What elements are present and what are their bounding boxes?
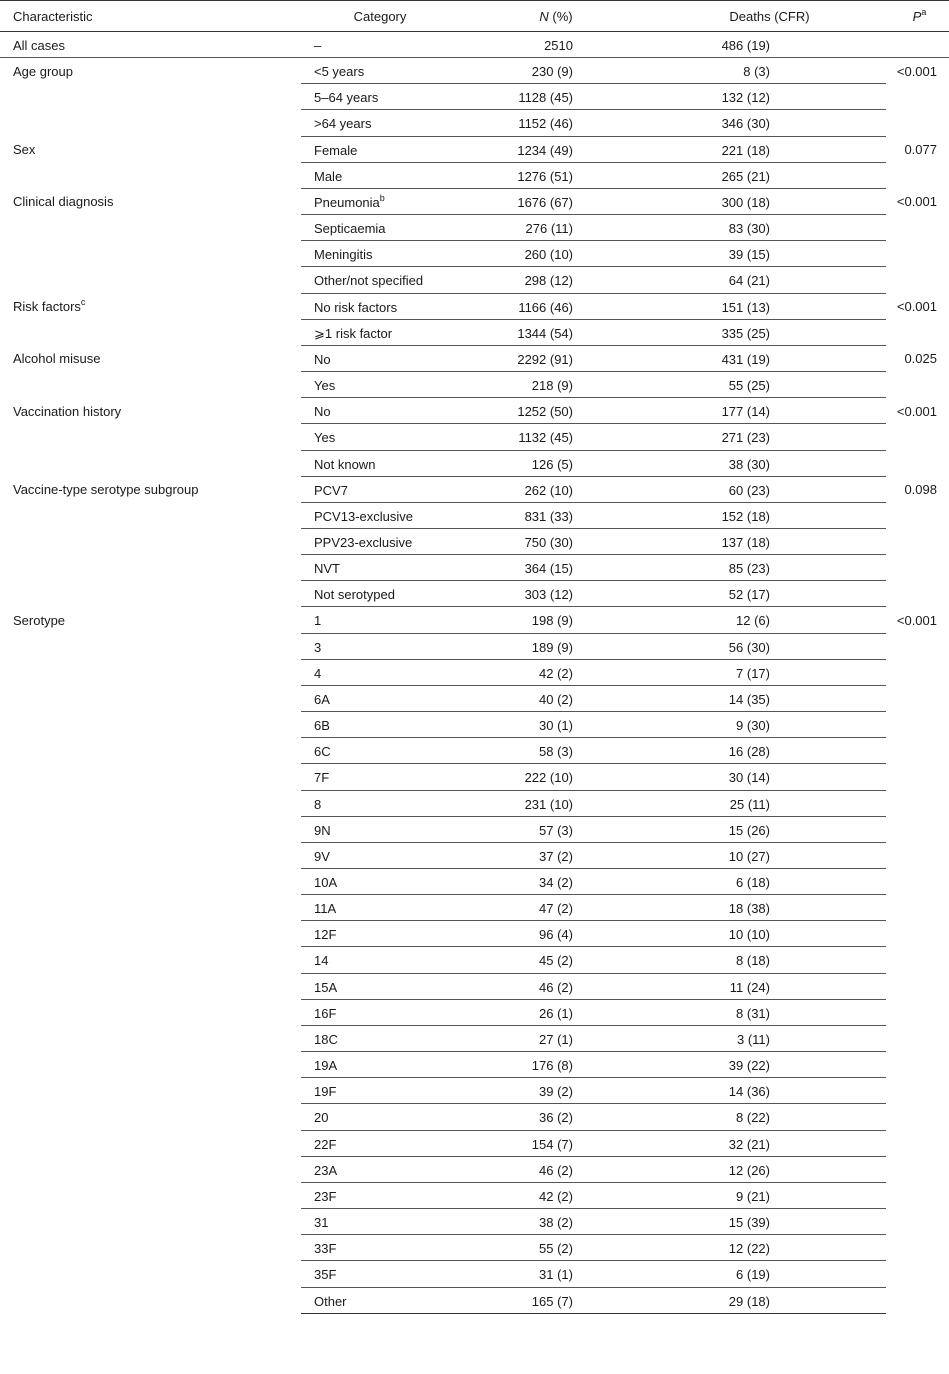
deaths-cell: 85 (23) (653, 555, 886, 581)
n-cell: 45 (2) (459, 947, 653, 973)
n-cell: 750 (30) (459, 528, 653, 554)
category-label: Yes (314, 378, 336, 394)
category-cell (301, 973, 459, 999)
n-cell: 218 (9) (459, 372, 653, 398)
deaths-cell: 29 (18) (653, 1287, 886, 1313)
category-cell (301, 869, 459, 895)
category-cell (301, 32, 459, 58)
header-p (886, 1, 949, 32)
n-cell: 154 (7) (459, 1130, 653, 1156)
category-label: >64 years (314, 116, 372, 132)
characteristic-label: All cases (13, 38, 66, 53)
deaths-cell: 14 (36) (653, 1078, 886, 1104)
n-cell: 165 (7) (459, 1287, 653, 1313)
deaths-cell: 39 (22) (653, 1052, 886, 1078)
category-cell (301, 1130, 459, 1156)
characteristic-cell (0, 32, 301, 58)
header-category: Category (301, 1, 459, 32)
category-cell (301, 685, 459, 711)
table-row (0, 136, 949, 162)
category-cell (301, 1209, 459, 1235)
table-row (0, 476, 949, 502)
category-label: ⩾1 risk factor (314, 325, 393, 341)
category-cell (301, 188, 459, 214)
category-label: 23A (314, 1162, 338, 1178)
category-cell (301, 842, 459, 868)
characteristic-cell (0, 476, 301, 607)
category-label: Pneumonia (314, 194, 380, 210)
n-cell: 176 (8) (459, 1052, 653, 1078)
category-cell (301, 1078, 459, 1104)
characteristic-label: Alcohol misuse (13, 351, 101, 367)
n-cell: 42 (2) (459, 659, 653, 685)
n-cell: 231 (10) (459, 790, 653, 816)
n-cell: 364 (15) (459, 555, 653, 581)
category-label: 8 (314, 796, 322, 812)
category-label: NVT (314, 561, 340, 577)
category-cell (301, 110, 459, 136)
deaths-cell: 8 (31) (653, 999, 886, 1025)
category-label: <5 years (314, 64, 365, 80)
characteristic-label: Vaccination history (13, 403, 122, 419)
n-cell: 40 (2) (459, 685, 653, 711)
deaths-cell: 486 (19) (653, 32, 886, 58)
category-cell (301, 84, 459, 110)
category-cell (301, 319, 459, 345)
header-n-symbol: N (539, 9, 549, 24)
category-label: 10A (314, 875, 338, 890)
header-row (0, 1, 949, 32)
n-cell: 46 (2) (459, 1156, 653, 1182)
n-cell: 30 (1) (459, 712, 653, 738)
n-cell: 126 (5) (459, 450, 653, 476)
category-label: 4 (314, 665, 322, 681)
category-label: 35F (314, 1267, 337, 1283)
category-cell (301, 293, 459, 319)
characteristic-cell (0, 58, 301, 136)
n-cell: 262 (10) (459, 476, 653, 502)
category-label: – (314, 38, 322, 53)
category-cell (301, 816, 459, 842)
category-label: 23F (314, 1188, 337, 1204)
table-row (0, 32, 949, 58)
category-cell (301, 1261, 459, 1287)
p-value-cell (886, 32, 949, 58)
header-n-rest: (%) (548, 9, 573, 24)
category-label: Other (314, 1293, 347, 1309)
characteristic-cell (0, 607, 301, 1313)
category-label: 15A (314, 979, 338, 995)
category-label: 6C (314, 744, 331, 760)
n-cell: 37 (2) (459, 842, 653, 868)
category-label: No (314, 351, 331, 367)
deaths-cell: 15 (39) (653, 1209, 886, 1235)
header-characteristic: Characteristic (0, 1, 301, 32)
n-cell: 1252 (50) (459, 398, 653, 424)
category-cell (301, 764, 459, 790)
n-cell: 1276 (51) (459, 162, 653, 188)
deaths-cell: 18 (38) (653, 895, 886, 921)
table-row (0, 398, 949, 424)
category-label: 18C (314, 1031, 338, 1047)
category-cell (301, 607, 459, 633)
deaths-cell: 346 (30) (653, 110, 886, 136)
category-label: No (314, 404, 331, 420)
category-label: 11A (314, 901, 337, 917)
category-cell (301, 1052, 459, 1078)
characteristic-label: Vaccine-type serotype subgroup (13, 482, 199, 498)
deaths-cell: 64 (21) (653, 267, 886, 293)
deaths-cell: 32 (21) (653, 1130, 886, 1156)
deaths-cell: 12 (6) (653, 607, 886, 633)
category-label: 33F (314, 1241, 337, 1257)
n-cell: 26 (1) (459, 999, 653, 1025)
deaths-cell: 55 (25) (653, 372, 886, 398)
deaths-cell: 3 (11) (653, 1025, 886, 1051)
category-label: 22F (314, 1136, 337, 1152)
category-label: 9V (314, 848, 330, 864)
category-cell (301, 136, 459, 162)
deaths-cell: 271 (23) (653, 424, 886, 450)
deaths-cell: 7 (17) (653, 659, 886, 685)
deaths-cell: 8 (18) (653, 947, 886, 973)
category-cell (301, 267, 459, 293)
category-label: 3 (314, 639, 322, 655)
deaths-cell: 15 (26) (653, 816, 886, 842)
deaths-cell: 6 (18) (653, 869, 886, 895)
category-cell (301, 659, 459, 685)
category-cell (301, 633, 459, 659)
category-cell (301, 241, 459, 267)
n-cell: 46 (2) (459, 973, 653, 999)
n-cell: 1132 (45) (459, 424, 653, 450)
deaths-cell: 12 (22) (653, 1235, 886, 1261)
deaths-cell: 335 (25) (653, 319, 886, 345)
deaths-cell: 12 (26) (653, 1156, 886, 1182)
n-cell: 1152 (46) (459, 110, 653, 136)
category-cell (301, 895, 459, 921)
category-label: Septicaemia (314, 221, 386, 237)
n-cell: 27 (1) (459, 1025, 653, 1051)
deaths-cell: 39 (15) (653, 241, 886, 267)
p-value-cell: <0.001 (896, 612, 937, 628)
deaths-cell: 152 (18) (653, 502, 886, 528)
category-label: PPV23-exclusive (314, 534, 413, 550)
n-cell: 222 (10) (459, 764, 653, 790)
deaths-cell: 6 (19) (653, 1261, 886, 1287)
category-label: Meningitis (314, 247, 373, 263)
n-cell: 57 (3) (459, 816, 653, 842)
category-cell (301, 738, 459, 764)
footnote-marker: b (379, 192, 385, 203)
p-value-cell: <0.001 (896, 64, 937, 80)
category-cell (301, 581, 459, 607)
characteristic-label: Clinical diagnosis (13, 194, 114, 210)
deaths-cell: 16 (28) (653, 738, 886, 764)
n-cell: 38 (2) (459, 1209, 653, 1235)
category-cell (301, 450, 459, 476)
p-value-cell: <0.001 (896, 403, 937, 419)
characteristic-label: Sex (13, 142, 36, 158)
n-cell: 58 (3) (459, 738, 653, 764)
p-value-cell: 0.025 (904, 351, 937, 367)
category-label: Yes (314, 430, 336, 446)
deaths-cell: 8 (3) (653, 58, 886, 84)
category-label: Male (314, 168, 343, 184)
characteristic-cell (0, 188, 301, 293)
deaths-cell: 56 (30) (653, 633, 886, 659)
deaths-cell: 10 (10) (653, 921, 886, 947)
n-cell: 230 (9) (459, 58, 653, 84)
n-cell: 34 (2) (459, 869, 653, 895)
header-p-symbol: P (912, 9, 922, 24)
n-cell: 276 (11) (459, 215, 653, 241)
characteristic-label: Serotype (13, 612, 66, 628)
n-cell: 55 (2) (459, 1235, 653, 1261)
deaths-cell: 265 (21) (653, 162, 886, 188)
category-label: 19A (314, 1058, 338, 1074)
category-label: 14 (314, 953, 329, 969)
n-cell: 1234 (49) (459, 136, 653, 162)
category-label: 6A (314, 691, 330, 707)
n-cell: 36 (2) (459, 1104, 653, 1130)
deaths-cell: 137 (18) (653, 528, 886, 554)
category-label: 9N (314, 822, 331, 838)
category-label: 12F (314, 927, 337, 943)
category-label: 5–64 years (314, 90, 379, 106)
table-row (0, 607, 949, 633)
characteristic-cell (0, 293, 301, 345)
deaths-cell: 177 (14) (653, 398, 886, 424)
characteristic-label: Risk factors (13, 299, 81, 315)
category-label: PCV7 (314, 482, 348, 498)
category-cell (301, 345, 459, 371)
n-cell: 2510 (459, 32, 653, 58)
category-cell (301, 162, 459, 188)
deaths-cell: 300 (18) (653, 188, 886, 214)
category-cell (301, 372, 459, 398)
category-cell (301, 1156, 459, 1182)
category-label: 19F (314, 1084, 337, 1100)
category-cell (301, 1287, 459, 1313)
category-cell (301, 712, 459, 738)
n-cell: 1676 (67) (459, 188, 653, 214)
n-cell: 1166 (46) (459, 293, 653, 319)
n-cell: 31 (1) (459, 1261, 653, 1287)
deaths-cell: 431 (19) (653, 345, 886, 371)
n-cell: 260 (10) (459, 241, 653, 267)
table-body (0, 32, 949, 1314)
category-cell (301, 790, 459, 816)
category-cell (301, 424, 459, 450)
category-label: Other/not specified (314, 273, 424, 289)
n-cell: 831 (33) (459, 502, 653, 528)
n-cell: 39 (2) (459, 1078, 653, 1104)
category-label: Female (314, 142, 358, 158)
category-label: 20 (314, 1110, 329, 1126)
characteristic-cell (0, 136, 301, 188)
category-cell (301, 999, 459, 1025)
category-cell (301, 398, 459, 424)
table-row (0, 58, 949, 84)
deaths-cell: 151 (13) (653, 293, 886, 319)
table-row (0, 345, 949, 371)
category-label: 7F (314, 770, 330, 786)
n-cell: 303 (12) (459, 581, 653, 607)
category-cell (301, 215, 459, 241)
category-label: 6B (314, 718, 330, 734)
deaths-cell: 8 (22) (653, 1104, 886, 1130)
deaths-cell: 9 (30) (653, 712, 886, 738)
deaths-cell: 14 (35) (653, 685, 886, 711)
category-cell (301, 555, 459, 581)
category-cell (301, 58, 459, 84)
deaths-cell: 10 (27) (653, 842, 886, 868)
category-cell (301, 921, 459, 947)
header-p-sup: a (921, 6, 927, 17)
category-cell (301, 1235, 459, 1261)
deaths-cell: 52 (17) (653, 581, 886, 607)
characteristic-cell (0, 398, 301, 476)
deaths-cell: 11 (24) (653, 973, 886, 999)
characteristic-cell (0, 345, 301, 397)
category-cell (301, 1025, 459, 1051)
n-cell: 189 (9) (459, 633, 653, 659)
n-cell: 47 (2) (459, 895, 653, 921)
category-label: PCV13-exclusive (314, 508, 413, 524)
header-n (459, 1, 653, 32)
category-label: No risk factors (314, 299, 398, 315)
deaths-cell: 83 (30) (653, 215, 886, 241)
n-cell: 1128 (45) (459, 84, 653, 110)
category-label: 1 (314, 613, 322, 629)
deaths-cell: 38 (30) (653, 450, 886, 476)
category-label: Not known (314, 456, 376, 472)
category-cell (301, 947, 459, 973)
n-cell: 42 (2) (459, 1182, 653, 1208)
p-value-cell: 0.077 (904, 142, 937, 158)
header-deaths: Deaths (CFR) (653, 1, 886, 32)
footnote-marker: c (80, 296, 86, 307)
deaths-cell: 132 (12) (653, 84, 886, 110)
n-cell: 198 (9) (459, 607, 653, 633)
n-cell: 298 (12) (459, 267, 653, 293)
deaths-cell: 9 (21) (653, 1182, 886, 1208)
deaths-cell: 30 (14) (653, 764, 886, 790)
deaths-cell: 25 (11) (653, 790, 886, 816)
category-cell (301, 476, 459, 502)
deaths-cell: 221 (18) (653, 136, 886, 162)
category-cell (301, 1104, 459, 1130)
p-value-cell: <0.001 (896, 299, 937, 315)
n-cell: 96 (4) (459, 921, 653, 947)
p-value-cell: <0.001 (896, 194, 937, 210)
table-row (0, 188, 949, 214)
deaths-cell: 60 (23) (653, 476, 886, 502)
table-row (0, 293, 949, 319)
category-cell (301, 502, 459, 528)
p-value-cell: 0.098 (904, 482, 937, 498)
category-cell (301, 528, 459, 554)
category-label: 16F (314, 1005, 337, 1021)
category-cell (301, 1182, 459, 1208)
n-cell: 1344 (54) (459, 319, 653, 345)
characteristic-label: Age group (13, 64, 73, 80)
category-label: Not serotyped (314, 587, 395, 603)
n-cell: 2292 (91) (459, 345, 653, 371)
category-label: 31 (314, 1215, 329, 1231)
